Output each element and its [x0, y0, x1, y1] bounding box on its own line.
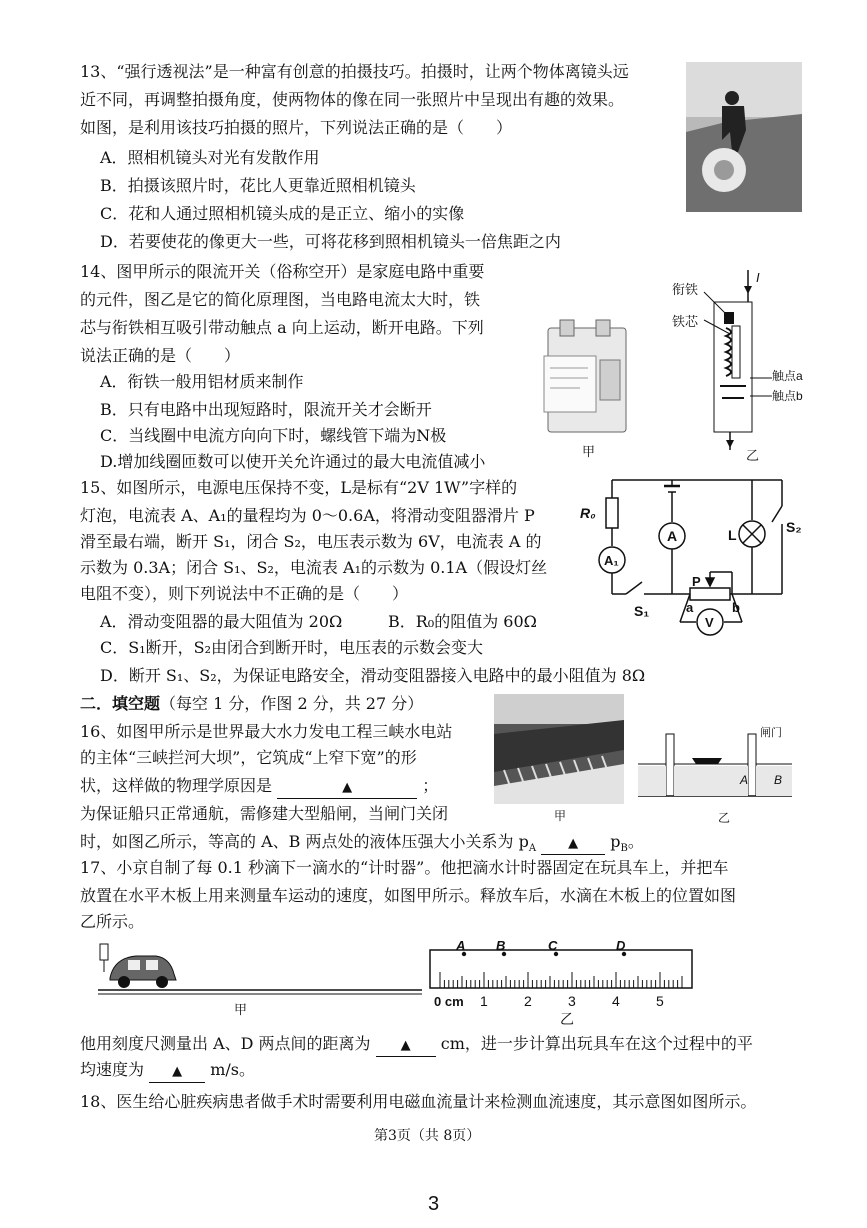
q16-label-jia: 甲: [554, 809, 567, 823]
q17-ruler-unit: 0 cm: [434, 994, 464, 1009]
q15-option-d: D．断开 S₁、S₂，为保证电路安全，滑动变阻器接入电路中的最小阻值为 8Ω: [100, 666, 646, 685]
q17-line-4-text: 他用刻度尺测量出 A、D 两点间的距离为: [80, 1034, 371, 1053]
section-2-title: 二．填空题: [80, 694, 161, 713]
q17-label-jia: 甲: [234, 1002, 248, 1017]
q16-blank-2[interactable]: [541, 832, 605, 855]
section-2-note: （每空 1 分，作图 2 分，共 27 分）: [160, 694, 424, 713]
q14-line-3: 芯与衔铁相互吸引带动触点 a 向上运动，断开电路。下列: [80, 318, 484, 337]
blank-mark: ▲: [568, 836, 579, 851]
q17-blank-1[interactable]: [376, 1034, 436, 1057]
q16-point-b-label: B: [774, 773, 783, 787]
q17-point-d-label: D: [616, 938, 626, 953]
q14-schematic: [670, 268, 820, 464]
section-2-heading: [80, 694, 423, 714]
q16-line-3-text: 状，这样做的物理学原因是: [80, 776, 273, 795]
q16-ship-lock: [636, 724, 796, 828]
q17-line-5-text: 均速度为: [80, 1060, 145, 1079]
q15-ammeter-a1-label: A₁: [604, 553, 619, 568]
q17-toy-car-figure: [96, 944, 426, 1020]
q15-s1-label: S₁: [634, 603, 650, 619]
q13-option-a: A．照相机镜头对光有发散作用: [100, 148, 320, 167]
q14-label-yi: 乙: [746, 448, 760, 463]
q13-line-1: 13、“强行透视法”是一种富有创意的拍摄技巧。拍摄时，让两个物体离镜头远: [80, 62, 629, 81]
q16-line-1: 16、如图甲所示是世界最大水力发电工程三峡水电站: [80, 722, 453, 741]
q18-line-1: 18、医生给心脏疾病患者做手术时需要利用电磁血流量计来检测血流速度，其示意图如图所示。: [80, 1092, 757, 1111]
q14-contact-a-label: 触点a: [772, 369, 803, 383]
q15-ammeter-a-label: A: [667, 528, 678, 544]
q16-period: 。: [627, 832, 644, 851]
q14-option-a: A．衔铁一般用铝材质来制作: [100, 372, 304, 391]
q14-label-jia: 甲: [582, 444, 596, 459]
blank-mark: ▲: [342, 780, 353, 795]
q14-line-4: 说法正确的是（ ）: [80, 346, 241, 365]
q16-label-yi: 乙: [718, 811, 731, 825]
q16-end-symbol: ；: [422, 776, 439, 795]
q17-tick-label-2: 2: [524, 993, 532, 1009]
q15-line-3: 滑至最右端，断开 S₁，闭合 S₂，电压表示数为 6V，电流表 A 的: [80, 532, 542, 551]
q14-option-c: C．当线圈中电流方向向下时，螺线管下端为N极: [100, 426, 447, 445]
q15-s2-label: S₂: [786, 519, 802, 535]
q17-ruler-figure: [428, 938, 698, 1027]
q14-line-2: 的元件，图乙是它的简化原理图，当电路电流太大时，铁: [80, 290, 481, 309]
q17-tick-label-4: 4: [612, 993, 620, 1009]
q14-current-label: I: [756, 270, 760, 285]
q17-line-2: 放置在水平木板上用来测量车运动的速度，如图甲所示。释放车后，水滴在木板上的位置如图: [80, 886, 737, 905]
q14-option-d: D.增加线圈匝数可以使开关允许通过的最大电流值减小: [100, 452, 486, 471]
q17-tick-label-1: 1: [480, 993, 488, 1009]
q15-line-2: 灯泡，电流表 A、A₁的量程均为 0～0.6A，将滑动变阻器滑片 P: [80, 506, 535, 525]
q16-line-5: [80, 832, 644, 859]
q17-label-yi: 乙: [560, 1011, 574, 1027]
q15-r0-label: R₀: [580, 505, 596, 521]
q16-line-5-text: 时，如图乙所示，等高的 A、B 两点处的液体压强大小关系为 p: [80, 832, 529, 851]
q14-contact-b-label: 触点b: [772, 389, 803, 403]
q15-circuit: [572, 474, 812, 644]
blank-mark: ▲: [172, 1064, 183, 1079]
q15-voltmeter-label: V: [705, 615, 714, 630]
q16-gate-label: 闸门: [760, 727, 782, 739]
q15-option-c: C．S₁断开，S₂由闭合到断开时，电压表的示数会变大: [100, 638, 483, 657]
q13-option-d: D．若要使花的像更大一些，可将花移到照相机镜头一倍焦距之内: [100, 232, 561, 251]
q13-line-2: 近不同，再调整拍摄角度，使两物体的像在同一张照片中呈现出有趣的效果。: [80, 90, 625, 109]
q14-option-b: B．只有电路中出现短路时，限流开关才会断开: [100, 400, 432, 419]
q15-end-a-label: a: [686, 600, 694, 615]
q17-line-4: [80, 1034, 753, 1057]
q17-point-a-label: A: [456, 938, 466, 953]
q17-point-b-label: B: [496, 938, 506, 953]
q15-lamp-label: L: [728, 527, 737, 543]
q17-tick-label-3: 3: [568, 993, 576, 1009]
q16-line-3: [80, 776, 438, 799]
q16-pb-text: p: [610, 832, 621, 851]
q16-sub-b: B: [620, 843, 628, 855]
q14-core-label: 铁芯: [672, 314, 699, 329]
q16-dam-photo: [494, 694, 624, 824]
q17-unit: m/s。: [210, 1060, 255, 1079]
q15-line-5: 电阻不变），则下列说法中不正确的是（ ）: [80, 584, 409, 603]
q15-end-b-label: b: [732, 600, 740, 615]
q16-sub-a: A: [528, 843, 537, 855]
q15-line-4: 示数为 0.3A；闭合 S₁、S₂，电流表 A₁的示数为 0.1A（假设灯丝: [80, 558, 548, 577]
q17-tick-label-5: 5: [656, 993, 664, 1009]
q15-option-a: A．滑动变阻器的最大阻值为 20Ω: [100, 612, 343, 631]
q13-option-b: B．拍摄该照片时，花比人更靠近照相机镜头: [100, 176, 416, 195]
q13-option-c: C．花和人通过照相机镜头成的是正立、缩小的实像: [100, 204, 465, 223]
q15-slider-p-label: P: [692, 574, 701, 589]
q17-line-1: 17、小京自制了每 0.1 秒滴下一滴水的“计时器”。他把滴水计时器固定在玩具车上，并把车: [80, 858, 729, 877]
page-number: 3: [428, 1193, 440, 1215]
q16-blank-1[interactable]: [277, 776, 417, 799]
q16-point-a-label: A: [740, 773, 749, 787]
q17-point-c-label: C: [548, 938, 558, 953]
q17-blank-2[interactable]: [149, 1060, 205, 1083]
q17-line-3: 乙所示。: [80, 912, 145, 931]
page-footer-label: 第3页（共 8页）: [374, 1128, 481, 1144]
q14-line-1: 14、图甲所示的限流开关（俗称空开）是家庭电路中重要: [80, 262, 485, 281]
q13-line-3: 如图，是利用该技巧拍摄的照片，下列说法正确的是（ ）: [80, 118, 513, 137]
q17-line-5: [80, 1060, 255, 1083]
q15-option-b: B．R₀的阻值为 60Ω: [388, 612, 537, 631]
q14-armature-label: 衔铁: [672, 282, 699, 297]
q16-line-2: 的主体“三峡拦河大坝”，它筑成“上窄下宽”的形: [80, 748, 417, 767]
q15-line-1: 15、如图所示，电源电压保持不变，L是标有“2V 1W”字样的: [80, 478, 518, 497]
blank-mark: ▲: [400, 1038, 411, 1053]
q17-line-4-tail: cm，进一步计算出玩具车在这个过程中的平: [440, 1034, 753, 1053]
q13-photo: [686, 62, 802, 212]
q14-breaker-figure: [540, 320, 630, 460]
q16-line-4: 为保证船只正常通航，需修建大型船闸，当闸门关闭: [80, 804, 449, 823]
